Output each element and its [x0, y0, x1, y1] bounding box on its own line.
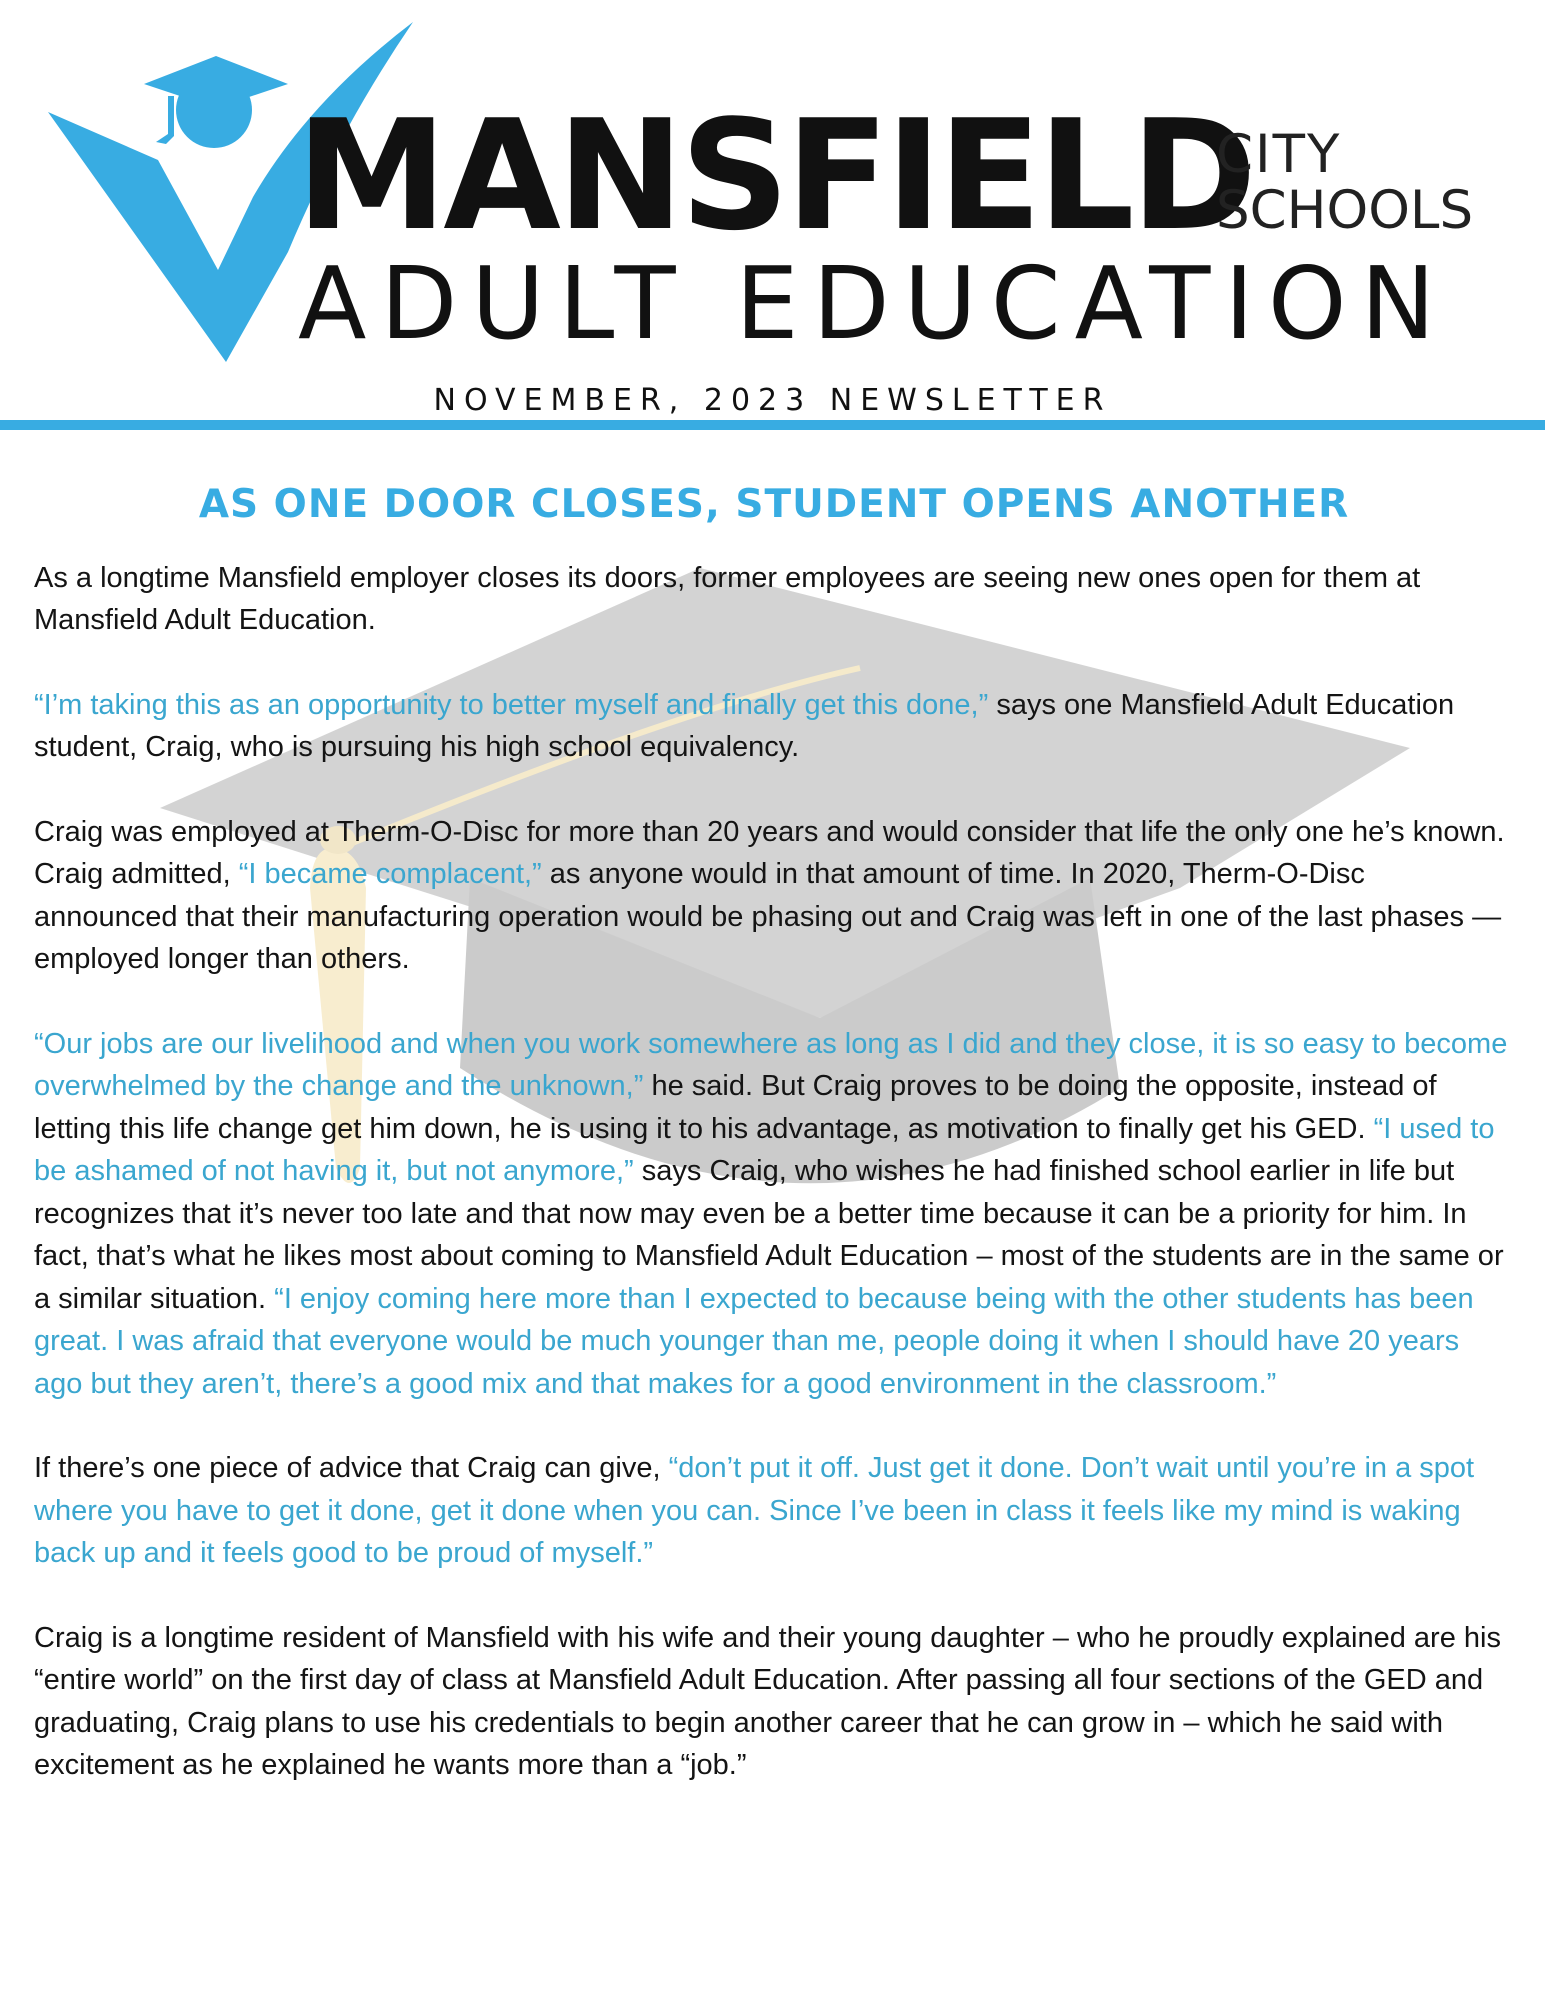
article-paragraph	[34, 811, 1514, 981]
article-paragraph	[34, 557, 1514, 642]
masthead	[0, 0, 1545, 440]
header-divider	[0, 420, 1545, 430]
pull-quote: “Our jobs are our livelihood and when you work somewhere as long as I did and they close, it is so easy to become overwhelmed by the change and the unknown,”	[34, 1027, 1508, 1103]
paragraph-text: Craig was employed at Therm-O-Disc for more than 20 years and would consider that life the only one he’s known. Craig admitted,	[34, 815, 1505, 891]
article-headline: AS ONE DOOR CLOSES, STUDENT OPENS ANOTHER	[198, 482, 1350, 527]
pull-quote: “I’m taking this as an opportunity to better myself and finally get this done,”	[34, 688, 989, 721]
article	[34, 482, 1514, 1829]
issue-date: NOVEMBER, 2023 NEWSLETTER	[433, 383, 1112, 418]
paragraph-text: If there’s one piece of advice that Craig can give,	[34, 1452, 669, 1485]
pull-quote: “I enjoy coming here more than I expected to because being with the other students has been great. I was afraid that everyone would be much younger than me, people doing it when I should have 20 years ago but they aren’t, there’s a good mix and that makes for a good environment in the classroom.”	[34, 1282, 1474, 1400]
pull-quote: “don’t put it off. Just get it done. Don’t wait until you’re in a spot where you have to get it done, get it done when you can. Since I’ve been in class it feels like my mind is waking back up and it feels good to be proud of myself.”	[34, 1452, 1475, 1570]
article-paragraph	[34, 1447, 1514, 1575]
article-paragraph	[34, 684, 1514, 769]
paragraph-text: says one Mansfield Adult Education student, Craig, who is pursuing his high school equivalency.	[34, 688, 1455, 764]
paragraph-text: he said. But Craig proves to be doing the opposite, instead of letting this life change get him down, he is using it to his advantage, as motivation to finally get his GED.	[34, 1070, 1437, 1145]
paragraph-text: As a longtime Mansfield employer closes its doors, former employees are seeing new ones open for them at Mansfield Adult Education.	[34, 561, 1421, 637]
paragraph-text: as anyone would in that amount of time. In 2020, Therm-O-Disc announced that their manufacturing operation would be phasing out and Craig was left in one of the last phases — employed longer than others.	[34, 858, 1502, 976]
paragraph-text: Craig is a longtime resident of Mansfield with his wife and their young daughter – who he proudly explained are his “entire world” on the first day of class at Mansfield Adult Education. After passing all four sections of the GED and graduating, Craig plans to use his credentials to begin another career that he can grow in – which he said with excitement as he explained he wants more than a “job.”	[34, 1621, 1501, 1782]
pull-quote: “I used to be ashamed of not having it, but not anymore,”	[34, 1112, 1495, 1188]
pull-quote: “I became complacent,”	[238, 858, 542, 891]
article-paragraph	[34, 1617, 1514, 1787]
brand-schools: SCHOOLS	[1216, 180, 1474, 241]
brand-city: CITY	[1216, 124, 1342, 185]
brand-name: MANSFIELD	[296, 87, 1253, 264]
article-paragraph	[34, 1023, 1514, 1406]
paragraph-text: says Craig, who wishes he had finished school earlier in life but recognizes that it’s never too late and that now may even be a better time because it can be a priority for him. In fact, that’s what he likes most about coming to Mansfield Adult Education – most of the students are in the same or a similar situation.	[34, 1155, 1504, 1315]
brand-subtitle: ADULT EDUCATION	[298, 245, 1450, 362]
